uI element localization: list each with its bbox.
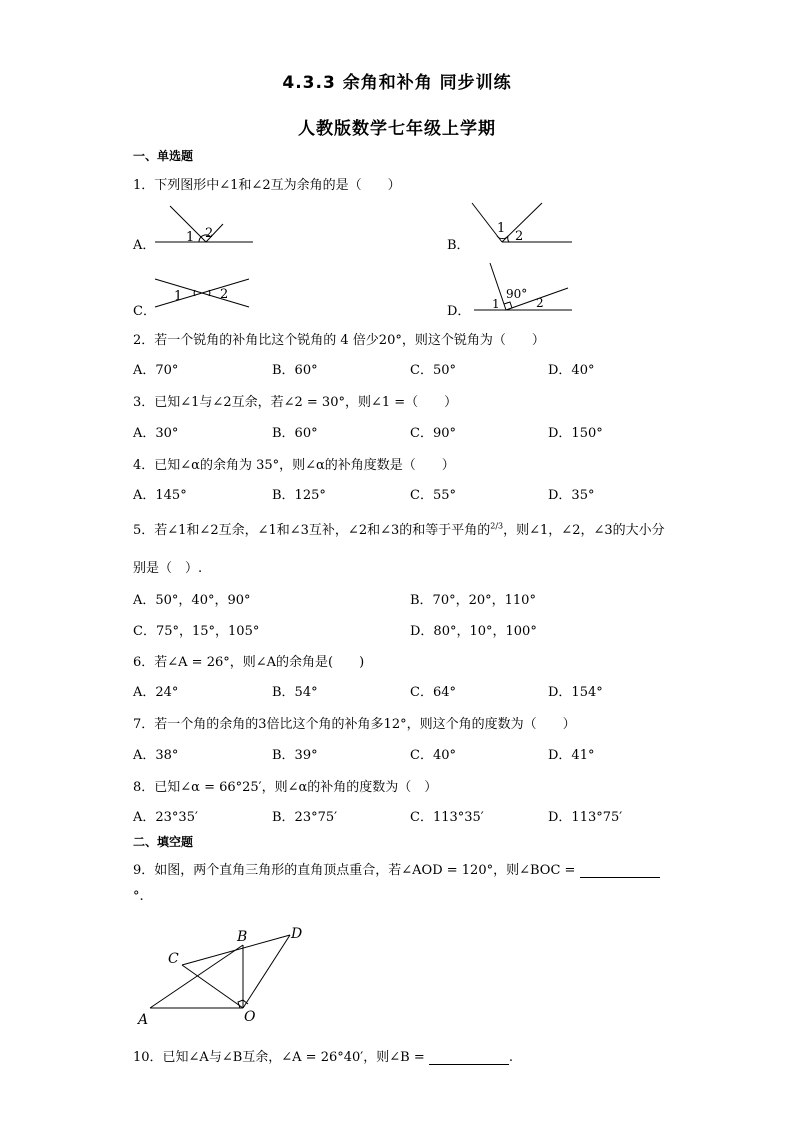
q1-figure-a: [150, 204, 260, 246]
q10-answer-blank[interactable]: [429, 1050, 509, 1065]
q2-option-d: D．40°: [548, 363, 595, 378]
q5-stem-line-2: 别是（ ）.: [133, 561, 203, 576]
q1d-label-1: 1: [492, 297, 500, 311]
q9-label-o: O: [244, 1009, 256, 1025]
q9-answer-blank[interactable]: [580, 863, 660, 878]
q2-option-c: C．50°: [410, 363, 456, 378]
q1a-label-2: 2: [205, 226, 214, 241]
q1c-label-1: 1: [174, 289, 183, 304]
section-fill-in: 二、填空题: [133, 835, 194, 849]
q6-option-c: C．64°: [410, 685, 456, 700]
q3-option-c: C．90°: [410, 426, 456, 441]
q3-option-b: B．60°: [272, 426, 318, 441]
q1-option-b-label: B．: [447, 238, 470, 253]
q9-label-c: C: [168, 951, 179, 967]
q1-figure-b: [466, 200, 578, 246]
q9-label-d: D: [291, 926, 303, 942]
q4-option-d: D．35°: [548, 488, 595, 503]
q6-option-d: D．154°: [548, 685, 603, 700]
q9-stem-text: 9．如图，两个直角三角形的直角顶点重合，若∠AOD = 120°，则∠BOC =: [133, 863, 576, 878]
q7-option-d: D．41°: [548, 748, 595, 763]
question-5-stem: [133, 519, 665, 538]
q3-option-a: A．30°: [133, 426, 179, 441]
q9-label-a: A: [138, 1012, 149, 1028]
question-10-stem: [133, 1046, 513, 1065]
q5-stem-part-b: ，则∠1，∠2，∠3的大小分: [503, 523, 665, 538]
question-6-stem: 6．若∠A = 26°，则∠A的余角是( ): [133, 655, 365, 670]
q7-option-a: A．38°: [133, 748, 179, 763]
q7-option-b: B．39°: [272, 748, 318, 763]
question-9-stem: [133, 859, 660, 878]
q1-figure-c: [150, 274, 254, 312]
q9-label-b: B: [237, 929, 248, 945]
q1-option-c-label: C．: [133, 304, 156, 319]
q4-option-c: C．55°: [410, 488, 456, 503]
q10-tail: .: [508, 1050, 513, 1065]
q6-option-b: B．54°: [272, 685, 318, 700]
q1d-label-90: 90°: [506, 287, 528, 301]
question-1-stem: 1．下列图形中∠1和∠2互为余角的是（ ）: [133, 178, 401, 193]
q5-stem-part-a: 5．若∠1和∠2互余，∠1和∠3互补，∠2和∠3的和等于平角的: [133, 523, 491, 538]
q4-option-a: A．145°: [133, 488, 187, 503]
q5-option-a: A．50°，40°，90°: [133, 593, 251, 608]
q2-option-a: A．70°: [133, 363, 179, 378]
question-2-stem: 2．若一个锐角的补角比这个锐角的 4 倍少20°，则这个锐角为（ ）: [133, 333, 545, 348]
q5-option-c: C．75°，15°，105°: [133, 624, 260, 639]
q9-tail: °.: [133, 889, 144, 904]
q5-option-b: B．70°，20°，110°: [410, 593, 536, 608]
q1b-label-2: 2: [515, 229, 524, 244]
q1a-label-1: 1: [186, 230, 195, 245]
section-single-choice: 一、单选题: [133, 149, 194, 163]
q1-option-d-label: D．: [447, 304, 471, 319]
q4-option-b: B．125°: [272, 488, 326, 503]
q1-figure-d: [466, 260, 578, 314]
q9-triangle-figure: [132, 922, 312, 1030]
q1b-label-1: 1: [497, 221, 506, 236]
q5-fraction: 2/3: [490, 521, 504, 531]
q8-option-a: A．23°35′: [133, 810, 198, 825]
q5-option-d: D．80°，10°，100°: [410, 624, 537, 639]
question-7-stem: 7．若一个角的余角的3倍比这个角的补角多12°，则这个角的度数为（ ）: [133, 717, 576, 732]
question-3-stem: 3．已知∠1与∠2互余，若∠2 = 30°，则∠1 =（ ）: [133, 395, 458, 410]
q3-option-d: D．150°: [548, 426, 603, 441]
q8-option-c: C．113°35′: [410, 810, 484, 825]
q1-option-a-label: A．: [133, 238, 156, 253]
q6-option-a: A．24°: [133, 685, 179, 700]
question-8-stem: 8．已知∠α = 66°25′，则∠α的补角的度数为（ ）: [133, 780, 438, 795]
q1c-label-2: 2: [220, 287, 229, 302]
q1d-label-2: 2: [536, 296, 544, 310]
q7-option-c: C．40°: [410, 748, 456, 763]
question-4-stem: 4．已知∠α的余角为 35°，则∠α的补角度数是（ ）: [133, 458, 455, 473]
q2-option-b: B．60°: [272, 363, 318, 378]
q10-stem-text: 10．已知∠A与∠B互余，∠A = 26°40′，则∠B =: [133, 1050, 425, 1065]
page-subtitle: 人教版数学七年级上学期: [298, 119, 496, 139]
page-title: 4.3.3 余角和补角 同步训练: [282, 73, 512, 93]
q8-option-d: D．113°75′: [548, 810, 623, 825]
q8-option-b: B．23°75′: [272, 810, 338, 825]
